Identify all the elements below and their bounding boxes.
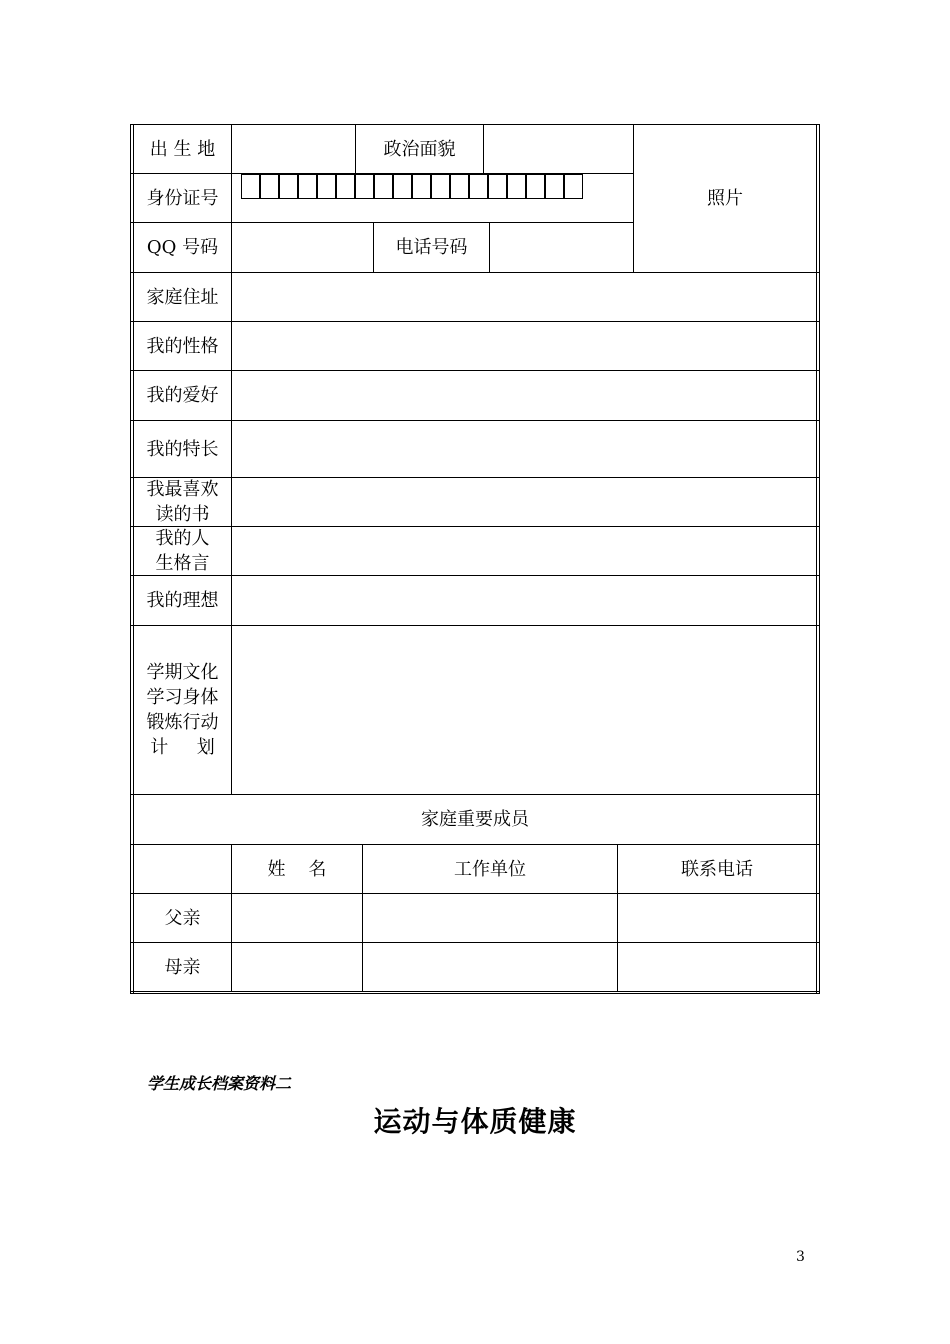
id-digit-box[interactable] [336, 174, 355, 199]
qq-number-label: QQ 号码 [146, 237, 219, 258]
id-digit-box[interactable] [393, 174, 412, 199]
semester-plan-label: 学期文化 学习身体 锻炼行动 计 划 [146, 662, 219, 758]
id-digit-box[interactable] [279, 174, 298, 199]
id-digit-box[interactable] [526, 174, 545, 199]
personality-label: 我的性格 [146, 335, 219, 357]
family-header-name: 姓 名 [267, 858, 327, 880]
ideal-field[interactable] [232, 576, 816, 625]
family-row-mother: 母亲 [164, 956, 201, 978]
phone-number-field[interactable] [490, 223, 633, 272]
id-digit-box[interactable] [374, 174, 393, 199]
section-title: 运动与体质健康 [373, 1105, 577, 1138]
id-digit-box[interactable] [507, 174, 526, 199]
id-digit-box[interactable] [431, 174, 450, 199]
id-digit-box[interactable] [564, 174, 583, 199]
personality-field[interactable] [232, 322, 816, 370]
father-name-field[interactable] [232, 894, 362, 942]
phone-number-label: 电话号码 [395, 237, 468, 258]
specialty-label: 我的特长 [146, 438, 219, 460]
id-digit-box[interactable] [469, 174, 488, 199]
document-subtitle: 学生成长档案资料二 [147, 1074, 292, 1093]
father-workplace-field[interactable] [363, 894, 617, 942]
life-motto-field[interactable] [232, 527, 816, 575]
political-status-label: 政治面貌 [383, 138, 456, 160]
political-status-field[interactable] [484, 125, 633, 173]
id-digit-box[interactable] [412, 174, 431, 199]
family-section-title: 家庭重要成员 [421, 809, 529, 830]
family-row-father: 父亲 [164, 907, 201, 929]
mother-name-field[interactable] [232, 943, 362, 991]
mother-workplace-field[interactable] [363, 943, 617, 991]
hobby-label: 我的爱好 [146, 385, 219, 406]
hobby-field[interactable] [232, 371, 816, 420]
id-digit-box[interactable] [260, 174, 279, 199]
life-motto-label: 我的人 生格言 [155, 528, 210, 574]
page-number: 3 [796, 1249, 805, 1265]
home-address-field[interactable] [232, 273, 816, 321]
family-header-phone: 联系电话 [681, 858, 753, 880]
id-digit-box[interactable] [298, 174, 317, 199]
specialty-field[interactable] [232, 421, 816, 477]
semester-plan-field[interactable] [232, 626, 816, 794]
id-digit-box[interactable] [241, 174, 260, 199]
birthplace-field[interactable] [232, 125, 355, 173]
id-number-label: 身份证号 [146, 187, 219, 209]
mother-phone-field[interactable] [618, 943, 816, 991]
favorite-book-label: 我最喜欢 读的书 [146, 479, 219, 525]
id-digit-box[interactable] [450, 174, 469, 199]
home-address-label: 家庭住址 [146, 286, 219, 308]
qq-number-field[interactable] [232, 223, 373, 272]
father-phone-field[interactable] [618, 894, 816, 942]
birthplace-label: 出 生 地 [149, 138, 216, 160]
id-digit-box[interactable] [545, 174, 564, 199]
ideal-label: 我的理想 [146, 590, 219, 611]
family-header-workplace: 工作单位 [454, 858, 526, 880]
id-digit-box[interactable] [488, 174, 507, 199]
photo-slot[interactable] [634, 125, 816, 272]
id-digit-box[interactable] [355, 174, 374, 199]
photo-label: 照片 [707, 188, 743, 209]
id-digit-box[interactable] [317, 174, 336, 199]
favorite-book-field[interactable] [232, 478, 816, 526]
